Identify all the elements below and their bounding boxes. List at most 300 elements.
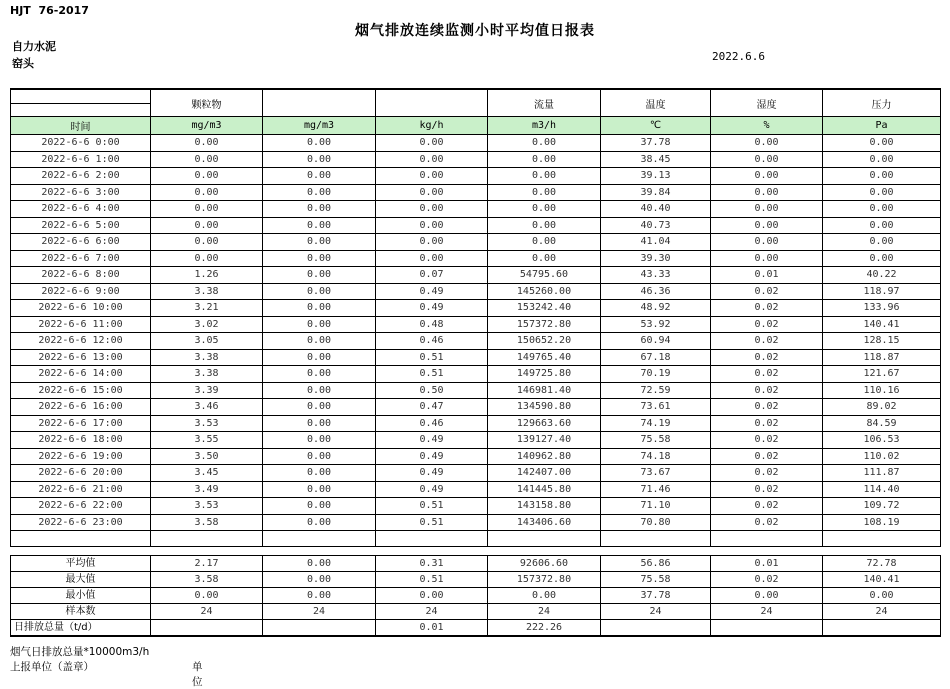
time-cell: 2022-6-6 21:00 xyxy=(11,481,151,498)
table-cell: 3.46 xyxy=(151,399,263,416)
summary-cell: 24 xyxy=(376,604,488,620)
gap-cell xyxy=(11,547,941,556)
table-cell: 143158.80 xyxy=(488,498,601,515)
summary-cell: 2.17 xyxy=(151,556,263,572)
table-cell: 0.00 xyxy=(263,333,376,350)
table-cell: 157372.80 xyxy=(488,316,601,333)
table-row xyxy=(11,267,941,284)
unit-label: 单位 xyxy=(192,661,203,688)
time-cell: 2022-6-6 22:00 xyxy=(11,498,151,515)
table-cell: 0.48 xyxy=(376,316,488,333)
table-cell: 39.30 xyxy=(601,250,711,267)
time-cell: 2022-6-6 2:00 xyxy=(11,168,151,185)
summary-cell: 56.86 xyxy=(601,556,711,572)
summary-row xyxy=(11,556,941,572)
table-row xyxy=(11,201,941,218)
table-cell: 0.00 xyxy=(488,151,601,168)
table-cell: 118.87 xyxy=(823,349,941,366)
table-cell: 0.50 xyxy=(376,382,488,399)
table-cell: 0.02 xyxy=(711,481,823,498)
table-row xyxy=(11,151,941,168)
table-cell: 0.00 xyxy=(263,448,376,465)
table-row xyxy=(11,465,941,482)
table-cell: 110.16 xyxy=(823,382,941,399)
table-cell: 111.87 xyxy=(823,465,941,482)
table-cell: 146981.40 xyxy=(488,382,601,399)
group-header-cell: 压力 xyxy=(823,89,941,117)
summary-cell: 0.00 xyxy=(263,556,376,572)
table-cell: 0.00 xyxy=(151,217,263,234)
table-cell: 75.58 xyxy=(601,432,711,449)
table-cell: 0.02 xyxy=(711,316,823,333)
time-cell: 2022-6-6 17:00 xyxy=(11,415,151,432)
table-row xyxy=(11,168,941,185)
unit-cell: Pa xyxy=(823,117,941,135)
unit-cell: % xyxy=(711,117,823,135)
empty-cell xyxy=(823,531,941,547)
table-cell: 149765.40 xyxy=(488,349,601,366)
time-cell: 2022-6-6 1:00 xyxy=(11,151,151,168)
summary-cell: 24 xyxy=(263,604,376,620)
summary-row xyxy=(11,620,941,637)
table-row xyxy=(11,382,941,399)
time-cell: 2022-6-6 8:00 xyxy=(11,267,151,284)
table-cell: 0.00 xyxy=(711,217,823,234)
empty-cell xyxy=(488,531,601,547)
time-cell: 2022-6-6 19:00 xyxy=(11,448,151,465)
table-cell: 0.00 xyxy=(711,135,823,152)
table-cell: 0.00 xyxy=(263,168,376,185)
table-cell: 143406.60 xyxy=(488,514,601,531)
table-cell: 0.46 xyxy=(376,333,488,350)
table-cell: 0.00 xyxy=(711,168,823,185)
table-cell: 0.00 xyxy=(263,283,376,300)
summary-label: 平均值 xyxy=(11,556,151,572)
table-cell: 0.00 xyxy=(263,432,376,449)
group-header-cell xyxy=(263,89,376,117)
table-cell: 0.00 xyxy=(823,135,941,152)
table-cell: 43.33 xyxy=(601,267,711,284)
summary-cell: 157372.80 xyxy=(488,572,601,588)
table-cell: 39.84 xyxy=(601,184,711,201)
table-cell: 0.02 xyxy=(711,514,823,531)
table-cell: 3.50 xyxy=(151,448,263,465)
table-cell: 3.38 xyxy=(151,349,263,366)
table-cell: 53.92 xyxy=(601,316,711,333)
unit-cell: mg/m3 xyxy=(151,117,263,135)
group-header-cell: 温度 xyxy=(601,89,711,117)
summary-cell: 0.00 xyxy=(488,588,601,604)
time-cell: 2022-6-6 23:00 xyxy=(11,514,151,531)
table-cell: 0.49 xyxy=(376,448,488,465)
table-cell: 0.00 xyxy=(263,151,376,168)
table-cell: 129663.60 xyxy=(488,415,601,432)
empty-cell xyxy=(711,531,823,547)
table-cell: 0.51 xyxy=(376,498,488,515)
table-cell: 0.00 xyxy=(263,250,376,267)
empty-cell xyxy=(601,531,711,547)
summary-cell: 0.31 xyxy=(376,556,488,572)
group-header-cell: 湿度 xyxy=(711,89,823,117)
table-cell: 67.18 xyxy=(601,349,711,366)
table-body xyxy=(11,135,941,637)
table-row xyxy=(11,481,941,498)
time-cell: 2022-6-6 14:00 xyxy=(11,366,151,383)
table-cell: 0.00 xyxy=(376,234,488,251)
table-cell: 110.02 xyxy=(823,448,941,465)
table-cell: 0.02 xyxy=(711,498,823,515)
time-cell: 2022-6-6 5:00 xyxy=(11,217,151,234)
table-cell: 70.19 xyxy=(601,366,711,383)
table-cell: 0.00 xyxy=(823,151,941,168)
table-row xyxy=(11,135,941,152)
table-cell: 0.00 xyxy=(488,168,601,185)
time-cell: 2022-6-6 3:00 xyxy=(11,184,151,201)
table-cell: 142407.00 xyxy=(488,465,601,482)
hourly-average-report-table xyxy=(10,88,941,637)
table-row xyxy=(11,217,941,234)
group-header-cell: 颗粒物 xyxy=(151,89,263,117)
summary-label: 样本数 xyxy=(11,604,151,620)
summary-cell: 37.78 xyxy=(601,588,711,604)
table-cell: 0.00 xyxy=(263,481,376,498)
table-cell: 0.00 xyxy=(488,201,601,218)
reporting-unit-label: 上报单位（盖章） xyxy=(10,661,94,673)
table-cell: 3.38 xyxy=(151,283,263,300)
time-cell: 2022-6-6 12:00 xyxy=(11,333,151,350)
table-cell: 0.07 xyxy=(376,267,488,284)
gap-row xyxy=(11,547,941,556)
summary-label: 最小值 xyxy=(11,588,151,604)
table-cell: 0.01 xyxy=(711,267,823,284)
table-row xyxy=(11,184,941,201)
table-cell: 3.53 xyxy=(151,415,263,432)
table-row xyxy=(11,283,941,300)
table-cell: 0.51 xyxy=(376,514,488,531)
table-cell: 0.02 xyxy=(711,465,823,482)
summary-cell: 24 xyxy=(711,604,823,620)
table-cell: 134590.80 xyxy=(488,399,601,416)
summary-cell: 0.51 xyxy=(376,572,488,588)
table-cell: 0.47 xyxy=(376,399,488,416)
doc-code: HJT 76-2017 xyxy=(10,4,89,17)
summary-cell: 24 xyxy=(488,604,601,620)
table-cell: 0.00 xyxy=(151,168,263,185)
time-cell: 2022-6-6 6:00 xyxy=(11,234,151,251)
table-row xyxy=(11,366,941,383)
table-cell: 0.02 xyxy=(711,415,823,432)
table-cell: 0.00 xyxy=(263,465,376,482)
group-header-cell: 流量 xyxy=(488,89,601,117)
summary-cell: 24 xyxy=(601,604,711,620)
summary-cell xyxy=(263,620,376,637)
table-cell: 0.00 xyxy=(823,250,941,267)
summary-cell xyxy=(601,620,711,637)
table-cell: 0.00 xyxy=(263,201,376,218)
time-cell: 2022-6-6 7:00 xyxy=(11,250,151,267)
table-row xyxy=(11,432,941,449)
group-header-row xyxy=(11,89,941,104)
table-cell: 128.15 xyxy=(823,333,941,350)
table-cell: 0.46 xyxy=(376,415,488,432)
table-cell: 0.00 xyxy=(376,250,488,267)
table-cell: 0.00 xyxy=(263,135,376,152)
table-cell: 74.18 xyxy=(601,448,711,465)
table-cell: 3.45 xyxy=(151,465,263,482)
table-cell: 0.00 xyxy=(263,366,376,383)
summary-cell: 0.00 xyxy=(263,588,376,604)
table-cell: 71.46 xyxy=(601,481,711,498)
table-cell: 0.00 xyxy=(823,234,941,251)
summary-cell: 222.26 xyxy=(488,620,601,637)
table-cell: 0.02 xyxy=(711,349,823,366)
table-cell: 3.49 xyxy=(151,481,263,498)
table-cell: 0.02 xyxy=(711,399,823,416)
empty-cell xyxy=(376,531,488,547)
unit-header-row xyxy=(11,117,941,135)
time-cell: 2022-6-6 13:00 xyxy=(11,349,151,366)
time-cell: 2022-6-6 10:00 xyxy=(11,300,151,317)
table-cell: 0.00 xyxy=(823,168,941,185)
table-cell: 153242.40 xyxy=(488,300,601,317)
empty-cell xyxy=(263,531,376,547)
table-cell: 40.73 xyxy=(601,217,711,234)
table-cell: 0.00 xyxy=(488,250,601,267)
table-cell: 0.00 xyxy=(151,250,263,267)
summary-cell xyxy=(711,620,823,637)
table-cell: 0.00 xyxy=(823,217,941,234)
table-cell: 0.02 xyxy=(711,448,823,465)
summary-cell: 0.00 xyxy=(263,572,376,588)
time-header-bottom-cell xyxy=(11,104,151,117)
table-row xyxy=(11,498,941,515)
unit-cell: mg/m3 xyxy=(263,117,376,135)
table-cell: 0.02 xyxy=(711,300,823,317)
table-cell: 0.00 xyxy=(151,135,263,152)
table-cell: 0.00 xyxy=(263,267,376,284)
table-cell: 54795.60 xyxy=(488,267,601,284)
empty-cell xyxy=(151,531,263,547)
table-cell: 0.00 xyxy=(488,135,601,152)
time-column-header: 时间 xyxy=(11,117,151,135)
table-cell: 0.00 xyxy=(823,184,941,201)
table-cell: 60.94 xyxy=(601,333,711,350)
table-row xyxy=(11,250,941,267)
table-cell: 38.45 xyxy=(601,151,711,168)
table-cell: 0.00 xyxy=(376,135,488,152)
unit-cell: ℃ xyxy=(601,117,711,135)
table-cell: 0.00 xyxy=(376,184,488,201)
table-cell: 0.51 xyxy=(376,349,488,366)
table-cell: 74.19 xyxy=(601,415,711,432)
table-cell: 150652.20 xyxy=(488,333,601,350)
time-header-top-cell xyxy=(11,89,151,104)
summary-cell: 0.01 xyxy=(376,620,488,637)
table-cell: 141445.80 xyxy=(488,481,601,498)
time-cell: 2022-6-6 9:00 xyxy=(11,283,151,300)
table-cell: 0.00 xyxy=(151,184,263,201)
table-cell: 121.67 xyxy=(823,366,941,383)
table-cell: 118.97 xyxy=(823,283,941,300)
table-cell: 39.13 xyxy=(601,168,711,185)
table-cell: 0.00 xyxy=(263,234,376,251)
table-cell: 106.53 xyxy=(823,432,941,449)
summary-cell: 0.02 xyxy=(711,572,823,588)
time-cell: 2022-6-6 15:00 xyxy=(11,382,151,399)
table-cell: 3.58 xyxy=(151,514,263,531)
table-cell: 133.96 xyxy=(823,300,941,317)
summary-cell: 24 xyxy=(823,604,941,620)
table-cell: 140.41 xyxy=(823,316,941,333)
summary-label: 日排放总量（t/d） xyxy=(11,620,151,637)
table-cell: 0.00 xyxy=(263,349,376,366)
table-cell: 0.00 xyxy=(488,184,601,201)
summary-cell xyxy=(823,620,941,637)
table-row xyxy=(11,234,941,251)
table-cell: 3.53 xyxy=(151,498,263,515)
table-cell: 73.67 xyxy=(601,465,711,482)
table-row xyxy=(11,399,941,416)
table-cell: 140962.80 xyxy=(488,448,601,465)
table-row xyxy=(11,415,941,432)
table-cell: 0.00 xyxy=(711,234,823,251)
table-cell: 0.00 xyxy=(263,316,376,333)
table-header xyxy=(11,89,941,135)
summary-cell: 0.00 xyxy=(151,588,263,604)
table-cell: 139127.40 xyxy=(488,432,601,449)
table-row xyxy=(11,514,941,531)
time-cell: 2022-6-6 16:00 xyxy=(11,399,151,416)
summary-row xyxy=(11,572,941,588)
station-name: 窑头 xyxy=(12,57,34,70)
table-cell: 0.00 xyxy=(376,201,488,218)
table-cell: 3.55 xyxy=(151,432,263,449)
table-cell: 3.21 xyxy=(151,300,263,317)
table-cell: 145260.00 xyxy=(488,283,601,300)
table-cell: 0.00 xyxy=(711,184,823,201)
table-cell: 72.59 xyxy=(601,382,711,399)
summary-cell: 24 xyxy=(151,604,263,620)
table-cell: 0.02 xyxy=(711,283,823,300)
table-cell: 1.26 xyxy=(151,267,263,284)
time-cell: 2022-6-6 0:00 xyxy=(11,135,151,152)
summary-cell: 92606.60 xyxy=(488,556,601,572)
table-cell: 0.00 xyxy=(263,415,376,432)
table-cell: 0.49 xyxy=(376,283,488,300)
summary-cell: 0.01 xyxy=(711,556,823,572)
table-cell: 84.59 xyxy=(823,415,941,432)
table-cell: 71.10 xyxy=(601,498,711,515)
table-row xyxy=(11,316,941,333)
table-cell: 0.00 xyxy=(376,168,488,185)
summary-cell: 75.58 xyxy=(601,572,711,588)
table-cell: 114.40 xyxy=(823,481,941,498)
company-name: 自力水泥 xyxy=(12,40,56,53)
report-date: 2022.6.6 xyxy=(712,50,765,63)
table-cell: 0.02 xyxy=(711,432,823,449)
table-cell: 0.00 xyxy=(151,151,263,168)
time-cell: 2022-6-6 11:00 xyxy=(11,316,151,333)
table-cell: 0.02 xyxy=(711,366,823,383)
summary-row xyxy=(11,604,941,620)
time-cell: 2022-6-6 18:00 xyxy=(11,432,151,449)
table-row xyxy=(11,349,941,366)
empty-cell xyxy=(11,531,151,547)
summary-cell xyxy=(151,620,263,637)
summary-row xyxy=(11,588,941,604)
summary-label: 最大值 xyxy=(11,572,151,588)
summary-cell: 0.00 xyxy=(376,588,488,604)
table-cell: 70.80 xyxy=(601,514,711,531)
table-cell: 0.00 xyxy=(711,151,823,168)
table-cell: 0.02 xyxy=(711,382,823,399)
table-cell: 0.00 xyxy=(488,217,601,234)
table-cell: 0.00 xyxy=(376,217,488,234)
table-cell: 0.00 xyxy=(263,399,376,416)
table-cell: 73.61 xyxy=(601,399,711,416)
table-cell: 0.49 xyxy=(376,432,488,449)
table-cell: 0.00 xyxy=(263,217,376,234)
page-title: 烟气排放连续监测小时平均值日报表 xyxy=(355,23,595,39)
table-cell: 40.40 xyxy=(601,201,711,218)
table-cell: 48.92 xyxy=(601,300,711,317)
table-cell: 40.22 xyxy=(823,267,941,284)
table-cell: 0.00 xyxy=(263,498,376,515)
table-cell: 0.00 xyxy=(488,234,601,251)
table-cell: 0.00 xyxy=(263,382,376,399)
table-cell: 0.00 xyxy=(376,151,488,168)
summary-cell: 140.41 xyxy=(823,572,941,588)
table-cell: 0.51 xyxy=(376,366,488,383)
table-cell: 0.00 xyxy=(263,300,376,317)
table-cell: 0.49 xyxy=(376,300,488,317)
summary-cell: 0.00 xyxy=(823,588,941,604)
table-cell: 89.02 xyxy=(823,399,941,416)
table-cell: 3.38 xyxy=(151,366,263,383)
table-cell: 3.39 xyxy=(151,382,263,399)
group-header-cell xyxy=(376,89,488,117)
table-row xyxy=(11,300,941,317)
table-cell: 0.00 xyxy=(823,201,941,218)
table-cell: 0.02 xyxy=(711,333,823,350)
table-cell: 3.05 xyxy=(151,333,263,350)
table-cell: 108.19 xyxy=(823,514,941,531)
summary-cell: 0.00 xyxy=(711,588,823,604)
table-cell: 0.00 xyxy=(711,250,823,267)
table-cell: 0.49 xyxy=(376,481,488,498)
time-cell: 2022-6-6 20:00 xyxy=(11,465,151,482)
table-cell: 41.04 xyxy=(601,234,711,251)
flow-total-note: 烟气日排放总量*10000m3/h xyxy=(10,646,150,658)
table-row xyxy=(11,448,941,465)
time-cell: 2022-6-6 4:00 xyxy=(11,201,151,218)
empty-row xyxy=(11,531,941,547)
summary-cell: 3.58 xyxy=(151,572,263,588)
summary-cell: 72.78 xyxy=(823,556,941,572)
table-cell: 0.00 xyxy=(263,514,376,531)
table-cell: 0.00 xyxy=(151,234,263,251)
table-row xyxy=(11,333,941,350)
table-cell: 149725.80 xyxy=(488,366,601,383)
table-cell: 3.02 xyxy=(151,316,263,333)
table-cell: 0.00 xyxy=(151,201,263,218)
footer-units-line xyxy=(10,659,203,688)
table-cell: 46.36 xyxy=(601,283,711,300)
table-cell: 0.00 xyxy=(711,201,823,218)
unit-cell: m3/h xyxy=(488,117,601,135)
unit-cell: kg/h xyxy=(376,117,488,135)
table-cell: 37.78 xyxy=(601,135,711,152)
